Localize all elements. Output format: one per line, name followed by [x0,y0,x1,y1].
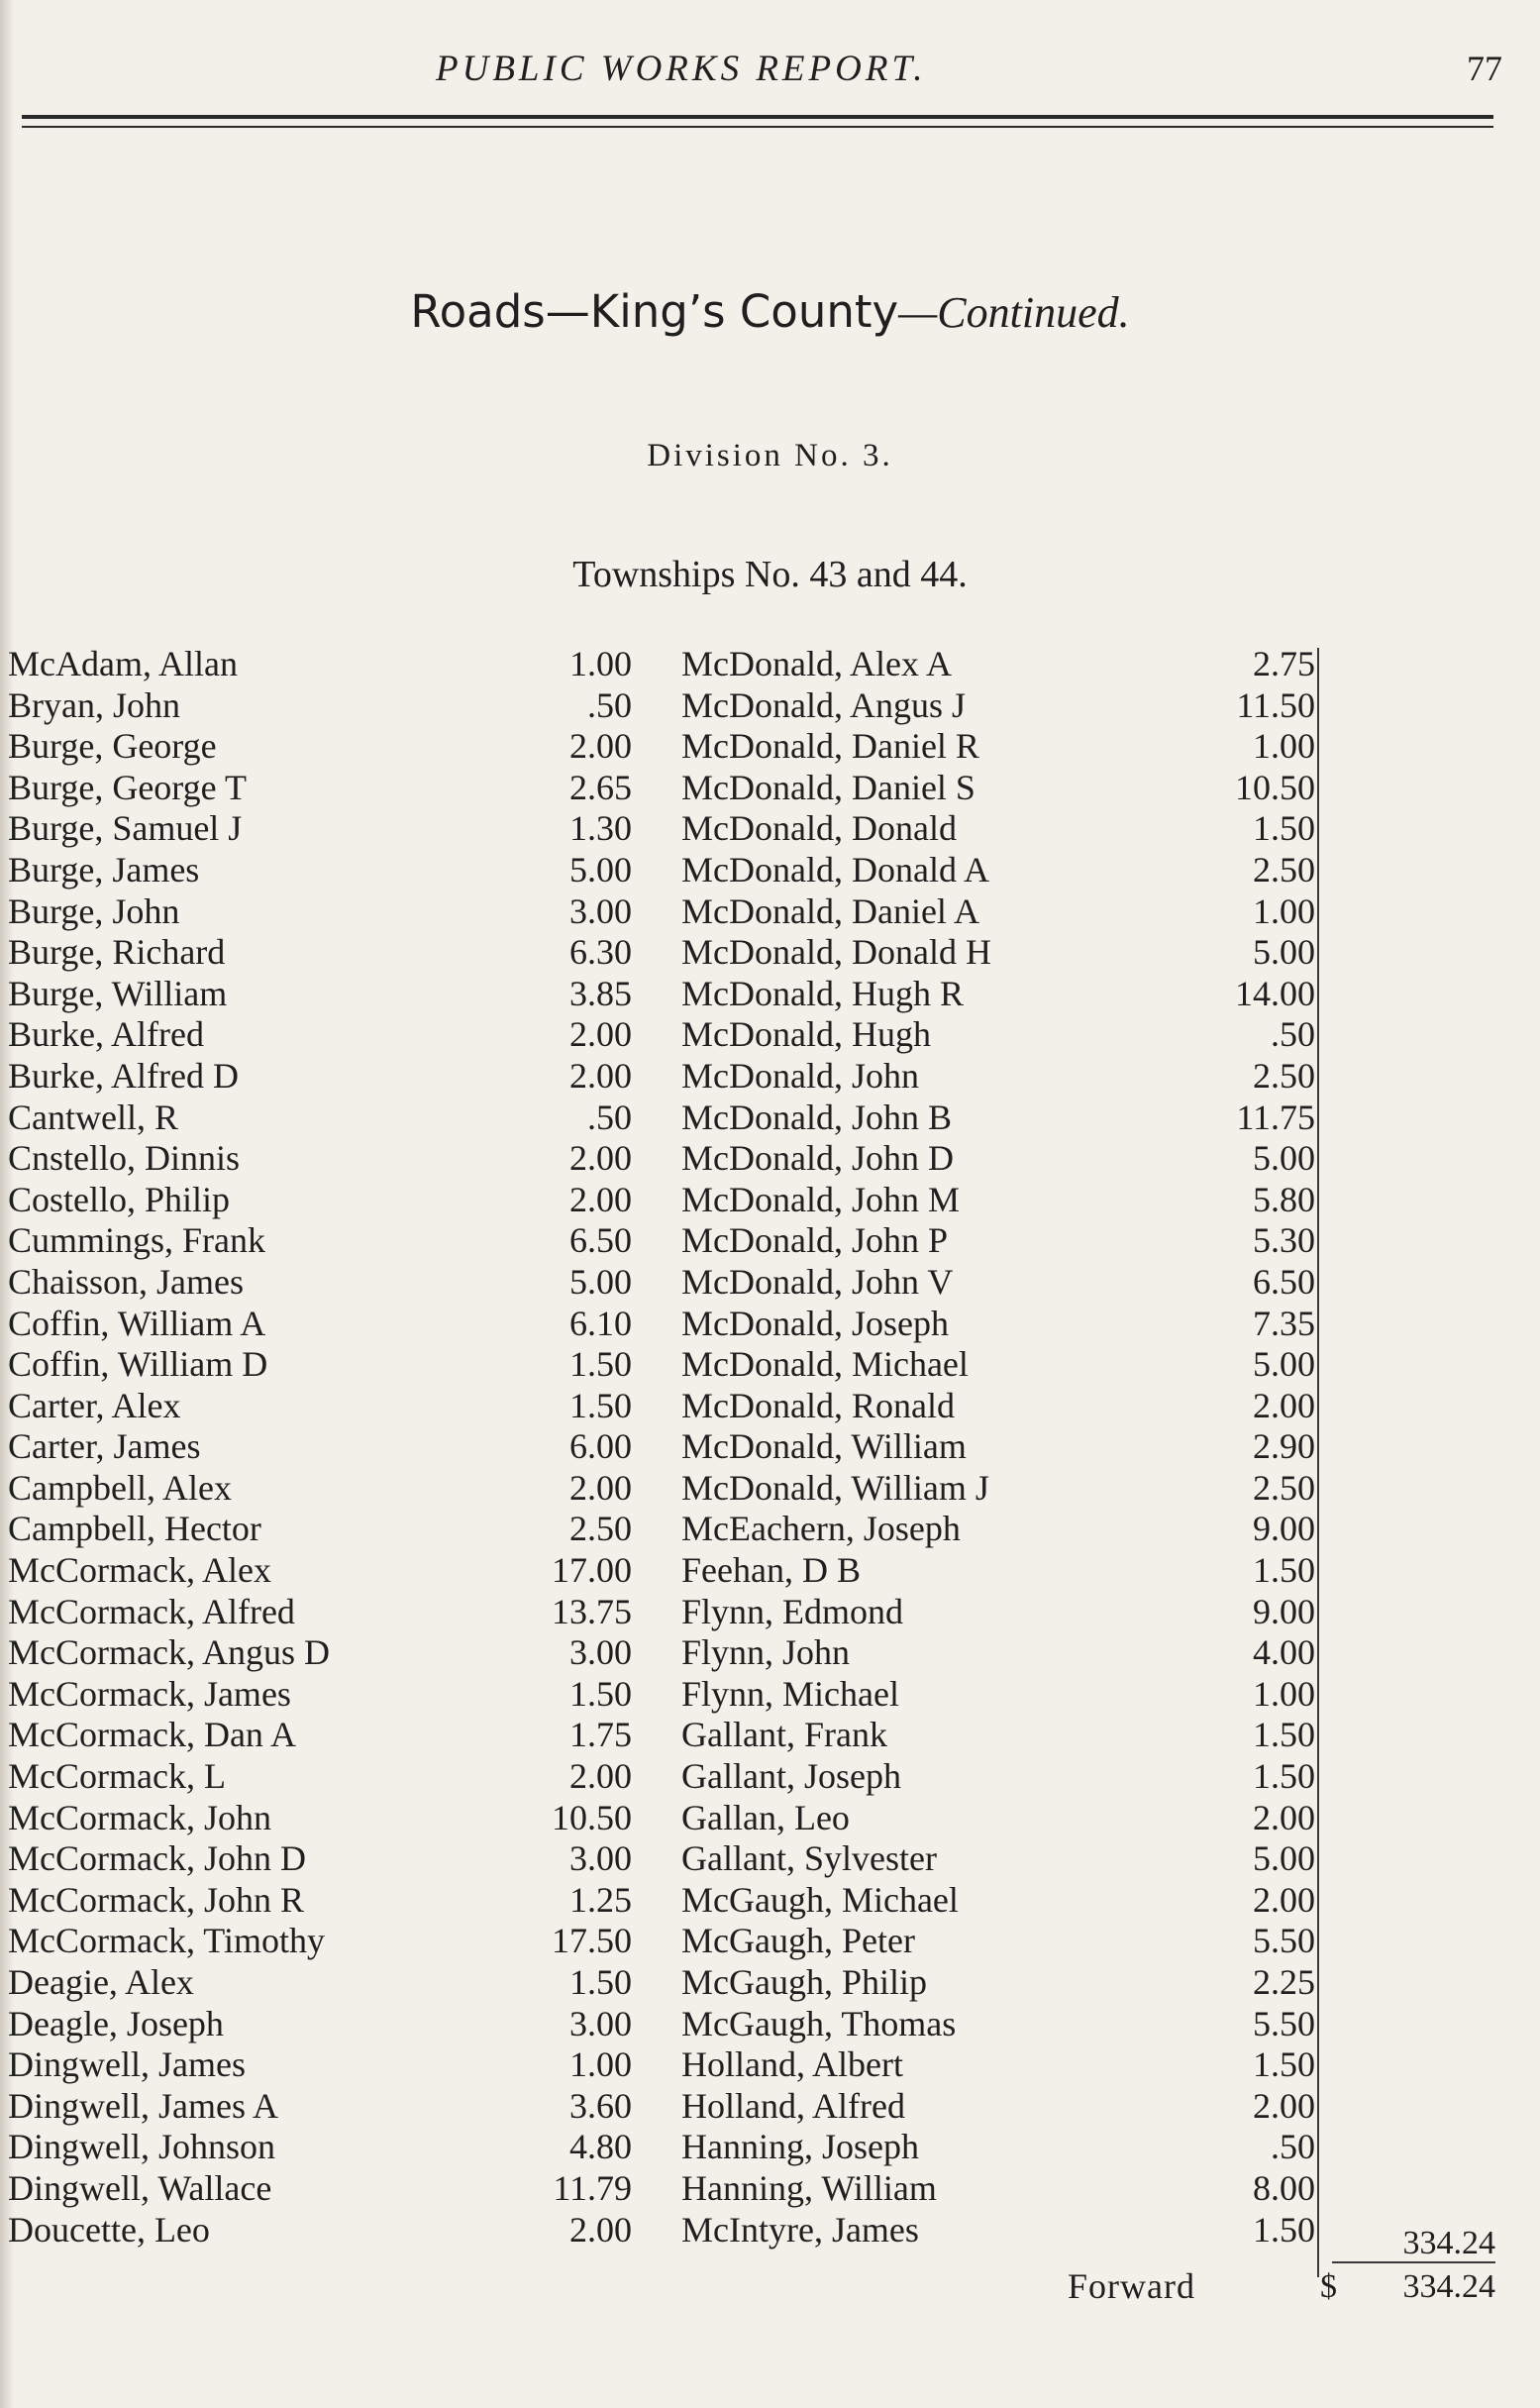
payee-name: McCormack, John [8,1797,271,1837]
payee-name: Burge, Samuel J [8,808,243,849]
payment-amount: 5.00 [569,849,632,890]
payee-name: Flynn, John [681,1632,851,1673]
ledger-row [681,1838,1315,1880]
ledger-row [8,1220,642,1262]
payment-amount: 9.00 [1253,1509,1315,1549]
payee-name: McEachern, Joseph [681,1509,961,1549]
payee-name: McCormack, John R [8,1879,304,1920]
payment-amount: 5.30 [1253,1220,1315,1261]
payee-name: Flynn, Michael [681,1673,899,1714]
ledger-row [8,1138,642,1180]
payment-amount: 2.00 [1253,1879,1315,1920]
ledger-row [8,808,642,850]
section-title-main: Roads—King’s County [410,285,899,338]
ledger-row [681,2168,1315,2210]
ledger-row [681,2004,1315,2045]
payee-name: McIntyre, James [681,2209,919,2250]
ledger-row [681,2086,1315,2128]
forward-total: 334.24 [1402,2268,1495,2305]
ledger-row [8,1344,642,1386]
ledger-row [681,644,1315,685]
ledger-row [681,1098,1315,1139]
payee-name: Burge, John [8,890,180,931]
header-rule-thin [22,126,1493,128]
ledger-row [8,1468,642,1510]
ledger-row [8,1798,642,1839]
payee-name: McDonald, Donald H [681,932,991,973]
payee-name: Dingwell, James A [8,2085,278,2126]
ledger-row [8,768,642,809]
payee-name: McGaugh, Thomas [681,2003,957,2043]
payment-amount: 2.00 [569,1138,632,1179]
payment-amount: 2.00 [1253,1385,1315,1425]
ledger-row [8,1592,642,1633]
ledger-row [8,2168,642,2210]
payee-name: Gallant, Sylvester [681,1838,937,1879]
payee-name: McDonald, Hugh [681,1014,931,1055]
payment-amount: 3.85 [569,973,632,1013]
ledger-row [8,685,642,727]
ledger-row [681,1220,1315,1262]
payee-name: Flynn, Edmond [681,1591,904,1631]
ledger-row [681,1592,1315,1633]
right-column [681,644,1315,2251]
payment-amount: 5.00 [569,1261,632,1302]
payment-amount: 2.50 [1253,1055,1315,1096]
ledger-row [681,974,1315,1015]
payment-amount: 1.25 [569,1879,632,1920]
ledger-row [681,1674,1315,1716]
payee-name: McDonald, Joseph [681,1303,949,1343]
payment-amount: 1.30 [569,808,632,849]
payment-amount: 5.00 [1253,932,1315,973]
payment-amount: 13.75 [552,1591,632,1631]
ledger-row [8,1426,642,1468]
ledger-row [8,2004,642,2045]
ledger-row [8,932,642,974]
payment-amount: 5.50 [1253,1921,1315,1961]
payment-amount: 6.00 [569,1426,632,1467]
payee-name: Burke, Alfred [8,1014,204,1055]
payee-name: Coffin, William A [8,1303,266,1343]
payment-amount: 5.00 [1253,1838,1315,1879]
payee-name: McCormack, Alex [8,1550,271,1591]
payment-amount: 1.50 [569,1344,632,1385]
forward-currency: $ [1320,2268,1337,2305]
payment-amount: 1.00 [569,2044,632,2085]
payee-name: Gallant, Joseph [681,1756,901,1797]
ledger-row [8,1550,642,1592]
payee-name: McDonald, William [681,1426,967,1467]
payee-name: Burke, Alfred D [8,1055,239,1096]
payment-amount: 6.50 [569,1220,632,1261]
payment-amount: 2.00 [569,1055,632,1096]
ledger-row [681,2127,1315,2168]
ledger-row [8,1386,642,1427]
ledger-row [681,1304,1315,1345]
payee-name: Hanning, Joseph [681,2127,919,2167]
payee-name: McCormack, John D [8,1838,306,1879]
payee-name: McDonald, Daniel A [681,890,979,931]
payee-name: McCormack, L [8,1756,226,1797]
subtotal-amount: 334.24 [1402,2225,1495,2261]
ledger-row [8,1509,642,1550]
payment-amount: 1.00 [569,644,632,683]
payment-amount: 5.00 [1253,1344,1315,1385]
ledger-row [681,1386,1315,1427]
header-rule-thick [22,115,1493,119]
payee-name: Gallan, Leo [681,1797,850,1837]
ledger-row [681,1921,1315,1962]
payment-amount: 1.00 [1253,726,1315,767]
running-title: PUBLIC WORKS REPORT. [436,49,927,89]
ledger-row [8,1880,642,1922]
payee-name: Bryan, John [8,684,180,725]
payment-amount: 1.00 [1253,1673,1315,1714]
payee-name: Doucette, Leo [8,2209,210,2250]
ledger-row [681,1468,1315,1510]
ledger-row [681,1262,1315,1304]
ledger-row [8,891,642,933]
payee-name: McDonald, Donald A [681,849,989,890]
payment-amount: 1.00 [1253,890,1315,931]
ledger-row [681,891,1315,933]
townships-heading: Townships No. 43 and 44. [572,554,968,595]
payee-name: McDonald, Michael [681,1344,969,1385]
ledger-row [681,932,1315,974]
payment-amount: 2.00 [569,1756,632,1797]
payee-name: McCormack, Angus D [8,1632,330,1673]
payee-name: McAdam, Allan [8,644,238,683]
ledger-row [681,1798,1315,1839]
payment-amount: 14.00 [1235,973,1315,1013]
ledger-row [681,1426,1315,1468]
payment-amount: 1.50 [1253,808,1315,849]
payment-amount: 6.10 [569,1303,632,1343]
ledger-row [8,1056,642,1098]
payee-name: McCormack, Dan A [8,1715,296,1755]
ledger-row [8,1921,642,1962]
payment-amount: 3.00 [569,1632,632,1673]
ledger-row [681,1180,1315,1221]
payee-name: McDonald, John [681,1055,919,1096]
left-column [8,644,642,2251]
payee-name: Burge, William [8,973,228,1013]
payment-amount: 1.50 [1253,1550,1315,1591]
payment-amount: .50 [1271,1014,1315,1055]
payee-name: Coffin, William D [8,1344,268,1385]
payment-amount: 17.00 [552,1550,632,1591]
page-number: 77 [1467,49,1502,88]
running-head [0,48,1540,97]
payment-amount: 2.65 [569,767,632,807]
payment-amount: 8.00 [1253,2167,1315,2208]
payment-amount: 10.50 [552,1797,632,1837]
payee-name: Campbell, Alex [8,1467,232,1508]
payment-amount: 3.60 [569,2085,632,2126]
ledger-row [8,1756,642,1798]
ledger-row [681,1962,1315,2004]
payee-name: McDonald, Donald [681,808,957,849]
payee-name: McDonald, Alex A [681,644,952,683]
payee-name: Costello, Philip [8,1179,231,1219]
payee-name: McDonald, John V [681,1261,954,1302]
payee-name: McDonald, Daniel S [681,767,975,807]
payment-amount: 2.75 [1253,644,1315,683]
ledger-row [681,1138,1315,1180]
payee-name: Deagie, Alex [8,1962,194,2002]
payment-amount: 5.80 [1253,1179,1315,1219]
payment-amount: 2.00 [1253,2085,1315,2126]
payee-name: Chaisson, James [8,1261,244,1302]
ledger-row [681,850,1315,891]
ledger-row [681,726,1315,768]
ledger-row [8,1632,642,1674]
payment-amount: .50 [1271,2127,1315,2167]
ledger-row [681,2210,1315,2251]
payment-amount: 4.80 [569,2127,632,2167]
ledger-row [681,1344,1315,1386]
payee-name: Cnstello, Dinnis [8,1138,241,1179]
payee-name: Gallant, Frank [681,1715,887,1755]
ledger-row [681,1880,1315,1922]
ledger-row [681,1715,1315,1756]
payee-name: McGaugh, Peter [681,1921,915,1961]
payee-name: Holland, Alfred [681,2085,905,2126]
ledger-row [681,1056,1315,1098]
column-rule [1317,648,1319,2277]
payment-amount: .50 [587,1097,632,1137]
payee-name: Dingwell, Johnson [8,2127,275,2167]
section-title-continued: —Continued. [898,288,1130,337]
payment-amount: 2.25 [1253,1962,1315,2002]
ledger-row [681,1632,1315,1674]
payment-amount: 3.00 [569,890,632,931]
payment-amount: 9.00 [1253,1591,1315,1631]
ledger-row [8,1838,642,1880]
payment-amount: 2.50 [569,1509,632,1549]
ledger-row [681,768,1315,809]
ledger-row [8,1098,642,1139]
payment-amount: 3.00 [569,2003,632,2043]
ledger-row [8,1962,642,2004]
ledger-row [8,974,642,1015]
payment-amount: 11.50 [1236,684,1315,725]
payee-name: Hanning, William [681,2167,937,2208]
payee-name: McDonald, Daniel R [681,726,979,767]
ledger-row [8,2210,642,2251]
payment-amount: .50 [587,684,632,725]
payment-amount: 6.30 [569,932,632,973]
payment-amount: 7.35 [1253,1303,1315,1343]
payment-amount: 1.50 [1253,1715,1315,1755]
division-heading: Division No. 3. [647,438,893,473]
payment-amount: 11.75 [1236,1097,1315,1137]
payment-amount: 4.00 [1253,1632,1315,1673]
payee-name: Cantwell, R [8,1097,178,1137]
payment-amount: 2.00 [569,726,632,767]
payment-amount: 5.00 [1253,1138,1315,1179]
payee-name: Feehan, D B [681,1550,861,1591]
payee-name: McDonald, William J [681,1467,989,1508]
payment-amount: 17.50 [552,1921,632,1961]
payment-amount: 1.50 [1253,1756,1315,1797]
ledger-row [681,2044,1315,2086]
payment-amount: 2.00 [569,1179,632,1219]
payment-amount: 2.90 [1253,1426,1315,1467]
ledger-row [681,808,1315,850]
payee-name: Dingwell, James [8,2044,246,2085]
ledger-row [8,1180,642,1221]
payee-name: Burge, Richard [8,932,226,973]
payee-name: Burge, George T [8,767,247,807]
forward-label: Forward [1068,2266,1195,2306]
ledger-row [8,1674,642,1716]
payee-name: Holland, Albert [681,2044,903,2085]
ledger-row [681,1014,1315,1056]
ledger-row [8,644,642,685]
ledger-row [8,1715,642,1756]
payee-name: McDonald, Hugh R [681,973,964,1013]
payment-amount: 2.00 [569,2209,632,2250]
ledger-row [681,685,1315,727]
payee-name: McCormack, James [8,1673,291,1714]
payee-name: McGaugh, Michael [681,1879,959,1920]
ledger-row [8,726,642,768]
payee-name: Campbell, Hector [8,1509,261,1549]
payee-name: McDonald, John P [681,1220,948,1261]
payment-amount: 10.50 [1235,767,1315,807]
ledger-row [8,2044,642,2086]
payment-amount: 2.50 [1253,849,1315,890]
payment-amount: 2.00 [569,1467,632,1508]
payment-amount: 1.50 [1253,2044,1315,2085]
ledger-row [8,2127,642,2168]
payee-name: Deagle, Joseph [8,2003,224,2043]
payee-name: Carter, Alex [8,1385,181,1425]
subtotal-rule [1332,2261,1495,2263]
payee-name: McCormack, Alfred [8,1591,295,1631]
payee-name: Cummings, Frank [8,1220,266,1261]
payee-name: McDonald, Angus J [681,684,966,725]
payee-name: McGaugh, Philip [681,1962,927,2002]
payee-name: Carter, James [8,1426,201,1467]
ledger-row [681,1509,1315,1550]
payment-amount: 1.50 [1253,2209,1315,2250]
ledger-row [8,1304,642,1345]
payee-name: McCormack, Timothy [8,1921,326,1961]
payment-amount: 2.00 [569,1014,632,1055]
ledger-row [681,1756,1315,1798]
payee-name: McDonald, Ronald [681,1385,955,1425]
payment-amount: 1.75 [569,1715,632,1755]
payee-name: McDonald, John B [681,1097,952,1137]
ledger-row [8,2086,642,2128]
payee-name: Dingwell, Wallace [8,2167,272,2208]
payment-amount: 1.50 [569,1962,632,2002]
ledger-row [681,1550,1315,1592]
ledger-row [8,1014,642,1056]
payee-name: Burge, George [8,726,217,767]
payment-amount: 2.00 [1253,1797,1315,1837]
ledger-row [8,850,642,891]
payment-amount: 2.50 [1253,1467,1315,1508]
payment-amount: 1.50 [569,1673,632,1714]
payee-name: McDonald, John M [681,1179,960,1219]
payment-amount: 6.50 [1253,1261,1315,1302]
payment-amount: 3.00 [569,1838,632,1879]
section-title [0,285,1540,338]
payment-amount: 5.50 [1253,2003,1315,2043]
payee-name: McDonald, John D [681,1138,954,1179]
payment-amount: 1.50 [569,1385,632,1425]
payee-name: Burge, James [8,849,200,890]
payment-amount: 11.79 [553,2167,632,2208]
ledger-row [8,1262,642,1304]
